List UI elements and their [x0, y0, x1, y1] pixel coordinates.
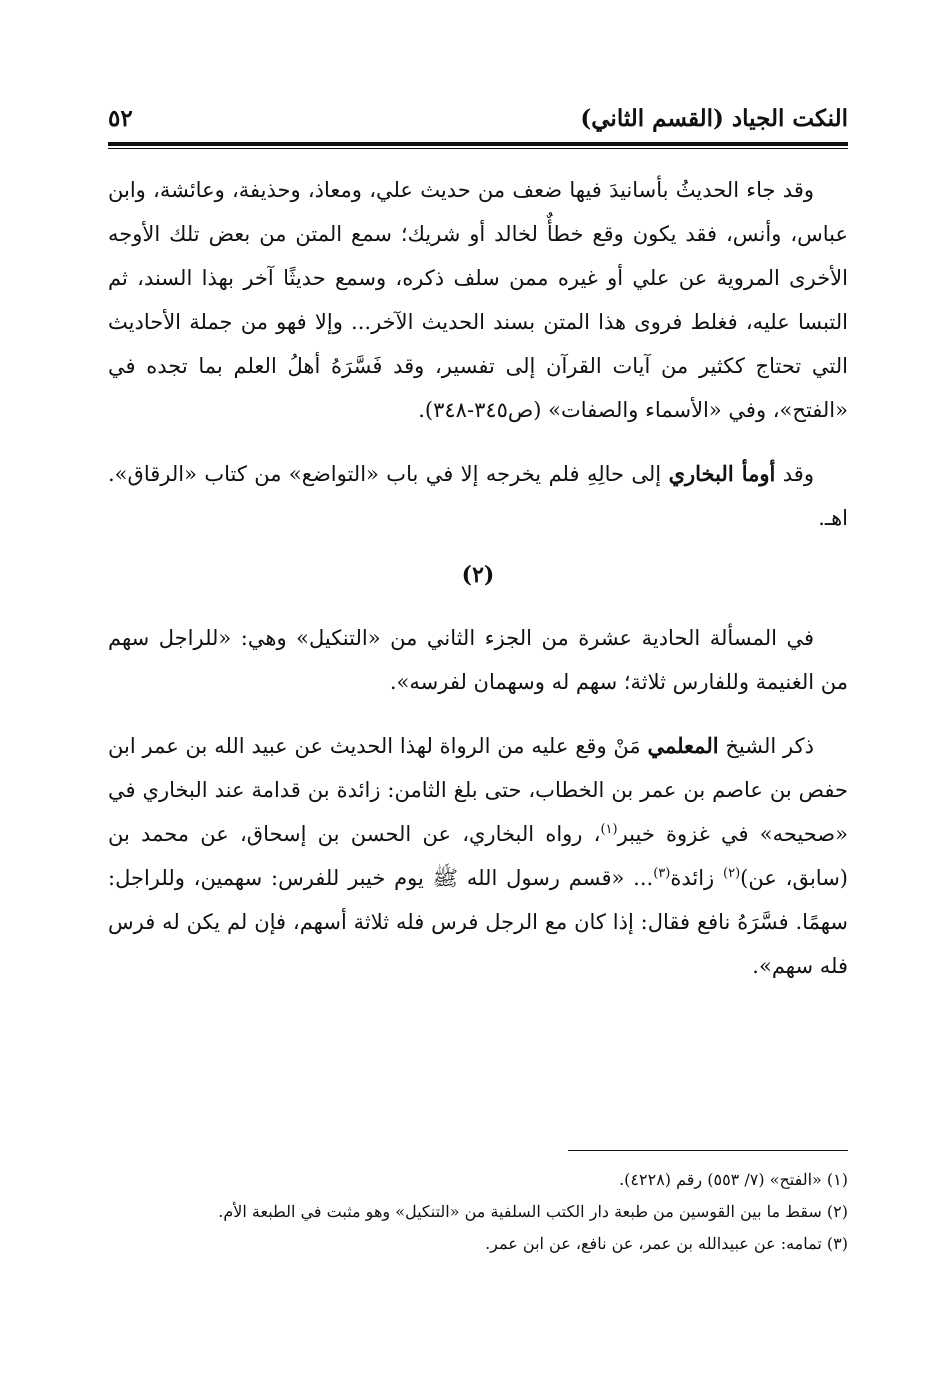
- paragraph-2-start: وقد: [775, 462, 814, 486]
- footnote-ref-3: (٣): [653, 866, 671, 881]
- paragraph-4-part-d: زائدة: [670, 866, 723, 890]
- footnote-1: (١) «الفتح» (٧/ ٥٥٣) رقم (٤٢٢٨).: [619, 1170, 848, 1189]
- paragraph-4-part-c: ، رواه البخاري، عن الحسن بن إسحاق، عن محمد بن (سابق، عن): [108, 822, 848, 890]
- paragraph-4-part-e: ... «قسم رسول الله ﷺ يوم خيبر للفرس: سهمين، وللراجل: سهمًا. فسَّرَهُ نافع فقال: إذا كان مع الرجل فرس فله ثلاثة أسهم، فإن لم يكن له فرس فله سهم».: [108, 866, 848, 978]
- main-text: [108, 168, 848, 1008]
- footnote-3: (٣) تمامه: عن عبيدالله بن عمر، عن نافع، عن ابن عمر.: [485, 1234, 848, 1253]
- paragraph-2: [108, 452, 848, 540]
- paragraph-2-end: إلى حالِهِ فلم يخرجه إلا في باب «التواضع» من كتاب «الرقاق». اهـ.: [108, 462, 848, 530]
- section-number: (٢): [461, 562, 495, 588]
- paragraph-4: [108, 724, 848, 988]
- footnotes: [108, 1164, 848, 1260]
- muallimi-name: المعلمي: [647, 733, 719, 758]
- footnote-ref-1: (١): [600, 822, 618, 837]
- paragraph-1: وقد جاء الحديثُ بأسانيدَ فيها ضعف من حديث علي، ومعاذ، وحذيفة، وعائشة، وابن عباس، وأنس، فقد يكون وقع خطأٌ لخالد أو شريك؛ سمع المتن من بعض تلك الأوجه الأخرى المروية عن علي أو غيره ممن سلف ذكره، وسمع حديثًا آخر بهذا السند، ثم التبسا عليه، فغلط فروى هذا المتن بسند الحديث الآخر... وإلا فهو من جملة الأحاديث التي تحتاج ككثير من آيات القرآن إلى تفسير، وقد فَسَّرَهُ أهلُ العلم بما تجده في «الفتح»، وفي «الأسماء والصفات» (ص٣٤٥-٣٤٨).: [108, 178, 848, 422]
- footnote-2: (٢) سقط ما بين القوسين من طبعة دار الكتب السلفية من «التنكيل» وهو مثبت في الطبعة الأم.: [218, 1202, 848, 1221]
- bukhari-name: أومأ البخاري: [668, 461, 776, 486]
- header-rule: [108, 142, 848, 149]
- footnote-rule: [568, 1150, 848, 1151]
- page-number: ٥٢: [108, 104, 133, 132]
- paragraph-4-part-a: ذكر الشيخ: [718, 734, 814, 758]
- paragraph-4-part-b: مَنْ وقع عليه من الرواة لهذا الحديث عن عبيد الله بن عمر ابن حفص بن عاصم بن عمر بن الخطاب، حتى بلغ الثامن: زائدة بن قدامة عند البخاري في «صحيحه» في غزوة خيبر: [108, 734, 848, 846]
- running-title: النكت الجياد (القسم الثاني): [580, 104, 848, 132]
- page-header: [108, 98, 848, 138]
- footnote-ref-2: (٢): [723, 866, 741, 881]
- paragraph-3: في المسألة الحادية عشرة من الجزء الثاني من «التنكيل» وهي: «للراجل سهم من الغنيمة وللفارس ثلاثة؛ سهم له وسهمان لفرسه».: [108, 626, 848, 694]
